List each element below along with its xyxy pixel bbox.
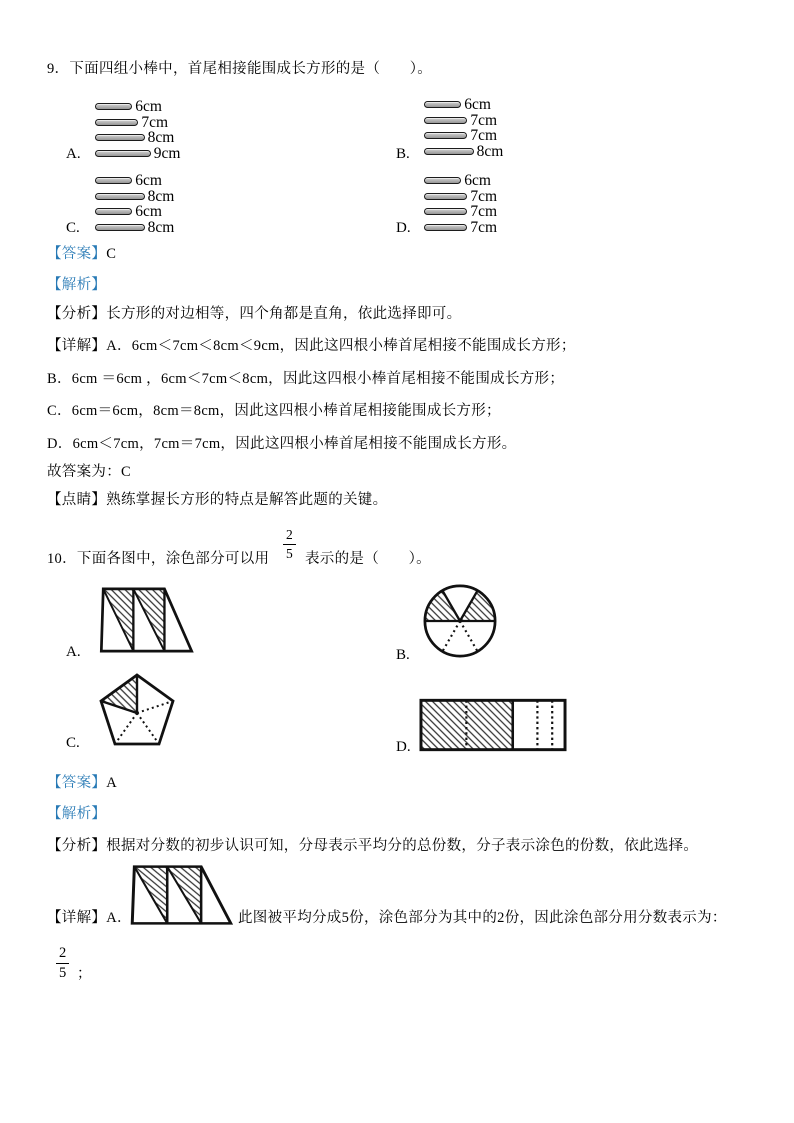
- stick-bar: [95, 193, 145, 200]
- q10-option-b-circle-figure: [421, 582, 499, 660]
- stick-row: [424, 129, 503, 143]
- stick-bar: [95, 224, 145, 231]
- q9-option-d-letter: D.: [396, 220, 411, 236]
- stick-bar: [95, 119, 138, 126]
- q9-detail-line-d: D．6cm＜7cm，7cm＝7cm，因此这四根小棒首尾相接不能围成长方形。: [47, 436, 517, 452]
- q9-dianjing-line: [47, 492, 387, 509]
- q10-option-b-letter: B.: [396, 647, 410, 663]
- q9-question-line: [47, 61, 432, 78]
- q9-dianjing-label: 【点睛】: [47, 492, 107, 508]
- stick-length-label: 6cm: [135, 203, 162, 221]
- q9-question-text: 下面四组小棒中，首尾相接能围成长方形的是（ ）。: [69, 61, 433, 77]
- q10-analysis-header: 【解析】: [47, 806, 107, 822]
- stick-length-label: 7cm: [470, 187, 498, 205]
- stick-bar: [95, 177, 132, 184]
- q9-answer-value: C: [106, 246, 117, 262]
- q10-fenxi-label: 【分析】: [47, 838, 107, 854]
- stick-length-label: 7cm: [470, 203, 498, 221]
- q9-conclusion: 故答案为：C: [47, 464, 131, 480]
- stick-row: [424, 205, 497, 219]
- stick-row: [95, 218, 175, 236]
- q9-number: 9．: [47, 61, 70, 77]
- q9-option-c-letter: C.: [66, 220, 80, 236]
- stick-row: [424, 218, 498, 236]
- stick-row: [95, 187, 175, 205]
- q10-option-d-letter: D.: [396, 739, 411, 755]
- stick-length-label: 7cm: [470, 127, 498, 145]
- stick-row: [95, 131, 180, 145]
- q10-fenxi-text: 根据对分数的初步认识可知，分母表示平均分的总份数，分子表示涂色的份数，依此选择。: [106, 838, 699, 854]
- q9-fenxi-text: 长方形的对边相等，四个角都是直角，依此选择即可。: [106, 306, 462, 322]
- q9-detail-line-a: [47, 338, 576, 355]
- q9-fenxi-line: [47, 306, 461, 323]
- stick-bar: [424, 148, 474, 155]
- q10-question-before: [47, 551, 269, 568]
- q10-option-c-pentagon-figure: [92, 671, 182, 751]
- stick-row: [424, 142, 504, 160]
- q10-answer-line: [47, 775, 117, 792]
- q10-detail-text: 此图被平均分成5份，涂色部分为其中的2份，因此涂色部分用分数表示为：: [238, 910, 727, 926]
- stick-bar: [95, 208, 132, 215]
- stick-row: [95, 174, 174, 188]
- q10-detail-option-letter: A．: [106, 910, 132, 926]
- q10-detail-trapezoid-figure: [128, 864, 234, 926]
- q9-analysis-header: 【解析】: [47, 277, 107, 293]
- q10-fenxi-line: [47, 838, 698, 855]
- q9-option-b-sticks: [424, 98, 503, 158]
- q9-dianjing-text: 熟练掌握长方形的特点是解答此题的关键。: [106, 492, 388, 508]
- q9-option-a-letter: A.: [66, 146, 81, 162]
- stick-length-label: 6cm: [135, 98, 162, 116]
- q10-detail-suffix: ；: [77, 966, 92, 982]
- stick-length-label: 8cm: [476, 142, 504, 160]
- q9-detail-line-c: C．6cm＝6cm，8cm＝8cm，因此这四根小棒首尾相接能围成长方形；: [47, 403, 501, 419]
- stick-length-label: 6cm: [135, 172, 162, 190]
- stick-bar: [424, 101, 461, 108]
- stick-bar: [424, 224, 467, 231]
- stick-length-label: 7cm: [141, 113, 169, 131]
- stick-row: [424, 111, 503, 129]
- stick-row: [424, 174, 497, 188]
- stick-length-label: 8cm: [147, 187, 175, 205]
- stick-row: [424, 187, 498, 205]
- stick-row: [95, 100, 180, 114]
- stick-row: [95, 113, 180, 131]
- stick-length-label: 8cm: [147, 218, 175, 236]
- q10-option-c-letter: C.: [66, 735, 80, 751]
- stick-bar: [95, 150, 151, 157]
- stick-bar: [95, 103, 132, 110]
- stick-length-label: 6cm: [464, 96, 491, 114]
- q9-option-c-sticks: [95, 174, 174, 234]
- q9-option-d-sticks: [424, 174, 497, 234]
- q9-detail-a-text: A．6cm＜7cm＜8cm＜9cm，因此这四根小棒首尾相接不能围成长方形；: [106, 338, 576, 354]
- q9-option-b-letter: B.: [396, 146, 410, 162]
- q10-answer-value: A: [106, 775, 117, 791]
- q9-fenxi-label: 【分析】: [47, 306, 107, 322]
- q10-detail-fraction: [56, 944, 69, 983]
- stick-bar: [95, 134, 145, 141]
- q9-detail-line-b: B．6cm ＝6cm ，6cm＜7cm＜8cm，因此这四根小棒首尾相接不能围成长方形；: [47, 371, 565, 387]
- fraction-denominator: 5: [286, 545, 293, 561]
- stick-bar: [424, 193, 467, 200]
- stick-length-label: 6cm: [464, 172, 491, 190]
- stick-length-label: 7cm: [470, 111, 498, 129]
- q9-answer-label: 【答案】: [47, 246, 107, 262]
- stick-row: [95, 205, 174, 219]
- fraction-denominator: 5: [59, 964, 67, 981]
- q9-xiangjie-label: 【详解】: [47, 338, 107, 354]
- stick-length-label: 8cm: [147, 129, 175, 147]
- fraction-numerator: 2: [56, 944, 69, 964]
- q10-xiangjie-label: 【详解】: [47, 910, 107, 926]
- q10-question-fraction: [283, 526, 296, 562]
- q10-question-after: 表示的是（ ）。: [305, 551, 431, 567]
- stick-length-label: 7cm: [470, 218, 498, 236]
- q9-answer-line: [47, 246, 116, 263]
- q10-detail-prefix: [47, 910, 132, 927]
- stick-bar: [424, 177, 461, 184]
- stick-bar: [424, 117, 467, 124]
- q10-question-text-before: 下面各图中，涂色部分可以用: [76, 551, 270, 567]
- q9-option-a-sticks: [95, 100, 180, 160]
- fraction-numerator: 2: [283, 526, 296, 545]
- q10-option-a-trapezoid-figure: [97, 586, 195, 654]
- q10-number: 10．: [47, 551, 77, 567]
- stick-row: [424, 98, 503, 112]
- stick-row: [95, 144, 181, 162]
- q10-option-a-letter: A.: [66, 644, 81, 660]
- stick-bar: [424, 208, 467, 215]
- stick-length-label: 9cm: [153, 144, 181, 162]
- stick-bar: [424, 132, 467, 139]
- q10-answer-label: 【答案】: [47, 775, 107, 791]
- q10-option-d-rectangle-figure: [419, 697, 567, 753]
